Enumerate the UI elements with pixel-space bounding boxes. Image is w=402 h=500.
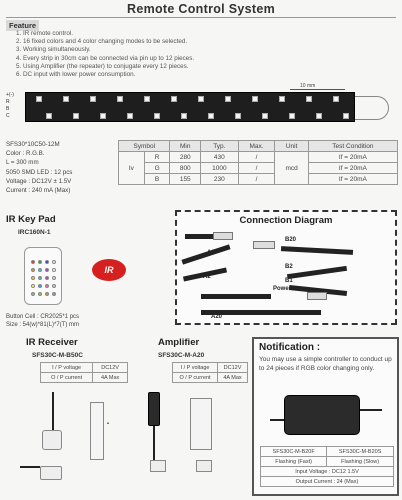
led-chip <box>198 96 204 102</box>
keypad-title: IR Key Pad <box>6 214 56 225</box>
table-row <box>173 363 248 373</box>
remote-button <box>45 260 49 264</box>
remote-button <box>52 260 56 264</box>
connection-diagram <box>175 210 397 325</box>
spec-line: Voltage : DC12V ± 1.5V <box>6 177 72 185</box>
remote-button <box>38 292 42 296</box>
led-chip <box>333 96 339 102</box>
remote-control-image <box>24 247 62 305</box>
led-chip <box>208 113 214 119</box>
pin-label: B <box>6 106 10 112</box>
table-row <box>119 163 398 174</box>
pin-label: C <box>6 113 10 119</box>
spec-label: I / P voltage <box>41 363 93 373</box>
color-cell: R <box>144 152 170 163</box>
max-cell: / <box>238 174 275 185</box>
dimension-line <box>290 89 345 90</box>
controller-image <box>284 395 360 435</box>
keypad-note-line: Size : 54(w)*81(L)*7(T) mm <box>6 322 80 328</box>
label-a1: A1 <box>207 250 215 256</box>
spec-line: SFS30*10C50-12M <box>6 141 60 148</box>
input-voltage-cell: Input Voltage : DC12 1.5V <box>261 467 394 477</box>
remote-button <box>52 276 56 280</box>
led-chip <box>289 113 295 119</box>
notification-title: Notification : <box>259 342 321 353</box>
label-power: Power <box>273 286 292 292</box>
receiver-title: IR Receiver <box>26 337 78 348</box>
max-cell: / <box>238 163 275 174</box>
led-chip <box>235 113 241 119</box>
amplifier-title: Amplifier <box>158 337 200 348</box>
led-chip <box>343 113 349 119</box>
feature-item: 1. IR remote control. <box>16 30 74 37</box>
remote-button <box>38 276 42 280</box>
luminous-intensity-table <box>118 140 398 185</box>
diagram-strip <box>281 246 353 255</box>
header-unit: Unit <box>275 141 308 152</box>
diagram-receiver <box>213 232 233 240</box>
feature-item: 2. 16 fixed colors and 4 color changing modes to be selected. <box>16 38 188 46</box>
condition-cell: If = 20mA <box>308 174 397 185</box>
header-symbol: Symbol <box>119 141 170 152</box>
feature-item: 5. Using Amplifier (the repeater) to conjugate every 12 pieces. <box>16 62 189 70</box>
model-cell: SFS30C-M-B20F <box>261 447 327 457</box>
feature-item: 3. Working simultaneously. <box>16 46 91 54</box>
table-row <box>119 152 398 163</box>
amplifier-spec-table <box>172 362 248 383</box>
remote-button <box>31 268 35 272</box>
table-row <box>261 467 394 477</box>
led-row-upper <box>26 93 354 105</box>
remote-button <box>38 260 42 264</box>
feature-item: 6. DC input with lower power consumption. <box>16 71 136 79</box>
remote-button <box>45 284 49 288</box>
strip-specs <box>6 140 72 195</box>
pin-label: R <box>6 99 10 105</box>
spec-label: O / P current <box>41 373 93 383</box>
led-chip <box>144 96 150 102</box>
typ-cell: 1000 <box>201 163 239 174</box>
typ-cell: 230 <box>201 174 239 185</box>
remote-button <box>38 268 42 272</box>
led-chip <box>181 113 187 119</box>
mode-cell: Flashing (Fast) <box>261 457 327 467</box>
spec-label: I / P voltage <box>173 363 218 373</box>
strip-dimension: 10 mm <box>300 83 316 89</box>
min-cell: 155 <box>170 174 201 185</box>
diagram-strip <box>185 234 213 239</box>
strip-wire <box>355 96 389 120</box>
symbol-cell: Iv <box>119 152 145 185</box>
led-chip <box>171 96 177 102</box>
max-cell: / <box>238 152 275 163</box>
led-chip <box>225 96 231 102</box>
remote-button <box>45 292 49 296</box>
diagram-strip <box>287 266 347 279</box>
keypad-note-line: Button Cell : CR2025*1 pcs <box>6 314 80 320</box>
label-a2: A2 <box>203 274 211 280</box>
spec-line: L = 300 mm <box>6 159 39 167</box>
header-condition: Test Condition <box>308 141 397 152</box>
led-chip <box>100 113 106 119</box>
feature-heading: Feature <box>6 20 39 31</box>
unit-cell: mcd <box>275 152 308 185</box>
min-cell: 280 <box>170 152 201 163</box>
table-row <box>261 457 394 467</box>
spec-value: DC12V <box>93 363 128 373</box>
table-row <box>261 447 394 457</box>
typ-cell: 430 <box>201 152 239 163</box>
color-cell: B <box>144 174 170 185</box>
label-b2: B2 <box>285 264 293 270</box>
table-header-row <box>119 141 398 152</box>
table-row <box>173 373 248 383</box>
diagram-amplifier <box>307 292 327 300</box>
color-cell: G <box>144 163 170 174</box>
header-min: Min <box>170 141 201 152</box>
receiver-spec-table <box>40 362 128 383</box>
table-row <box>261 477 394 487</box>
remote-button <box>31 276 35 280</box>
table-row <box>119 174 398 185</box>
feature-item: 4. Every strip in 30cm can be connected via pin up to 12 pieces. <box>16 54 195 62</box>
led-strip-image <box>25 92 355 122</box>
led-chip <box>306 96 312 102</box>
led-chip <box>117 96 123 102</box>
controller-spec-table <box>260 446 394 487</box>
led-chip <box>279 96 285 102</box>
spec-line: Current : 240 mA (Max) <box>6 187 71 195</box>
header-typ: Typ. <box>201 141 239 152</box>
spec-value: 4A Max <box>93 373 128 383</box>
led-chip <box>316 113 322 119</box>
led-chip <box>252 96 258 102</box>
led-chip <box>73 113 79 119</box>
notification-text: You may use a simple controller to conduct up to 24 pieces if RGB color changing only. <box>259 356 392 372</box>
receiver-model: SFS30C-M-B50C <box>32 352 83 359</box>
spec-value: DC12V <box>218 363 248 373</box>
label-b20: B20 <box>285 237 297 243</box>
remote-button <box>52 268 56 272</box>
ir-badge: IR <box>92 259 126 281</box>
led-chip <box>127 113 133 119</box>
led-chip <box>46 113 52 119</box>
model-cell: SFS30C-M-B20S <box>327 447 394 457</box>
led-chip <box>154 113 160 119</box>
remote-button <box>31 284 35 288</box>
header-max: Max. <box>238 141 275 152</box>
notification-box <box>252 337 399 496</box>
remote-button <box>52 284 56 288</box>
keypad-model: IRC160N-1 <box>18 229 51 236</box>
spec-value: 4A Max <box>218 373 248 383</box>
table-row <box>41 373 128 383</box>
spec-line: 5050 SMD LED : 12 pcs <box>6 168 73 176</box>
keypad-notes <box>6 313 79 329</box>
remote-button <box>45 268 49 272</box>
diagram-receiver-box <box>253 241 275 249</box>
remote-button <box>31 292 35 296</box>
strip-pin-labels <box>6 92 14 120</box>
condition-cell: If = 20mA <box>308 163 397 174</box>
pin-label: +(-) <box>6 92 14 98</box>
led-chip <box>36 96 42 102</box>
min-cell: 800 <box>170 163 201 174</box>
led-chip <box>262 113 268 119</box>
table-row <box>41 363 128 373</box>
title-divider <box>6 17 396 18</box>
amplifier-model: SFS30C-M-A20 <box>158 352 205 359</box>
led-chip <box>90 96 96 102</box>
spec-line: Color : R.G.B. <box>6 150 45 158</box>
remote-button <box>52 292 56 296</box>
diagram-strip <box>201 294 271 299</box>
remote-button <box>45 276 49 280</box>
remote-button <box>31 260 35 264</box>
condition-cell: If = 20mA <box>308 152 397 163</box>
page-title: Remote Control System <box>127 2 275 16</box>
diagram-strip <box>181 244 230 264</box>
connection-diagram-title: Connection Diagram <box>239 215 333 226</box>
feature-list <box>16 30 194 79</box>
output-current-cell: Output Current : 24 (Max) <box>261 477 394 487</box>
mode-cell: Flashing (Slow) <box>327 457 394 467</box>
led-row-lower <box>26 110 354 122</box>
led-chip <box>63 96 69 102</box>
remote-button <box>38 284 42 288</box>
label-a20: A20 <box>211 314 223 320</box>
label-b1: B1 <box>285 278 293 284</box>
spec-label: O / P current <box>173 373 218 383</box>
